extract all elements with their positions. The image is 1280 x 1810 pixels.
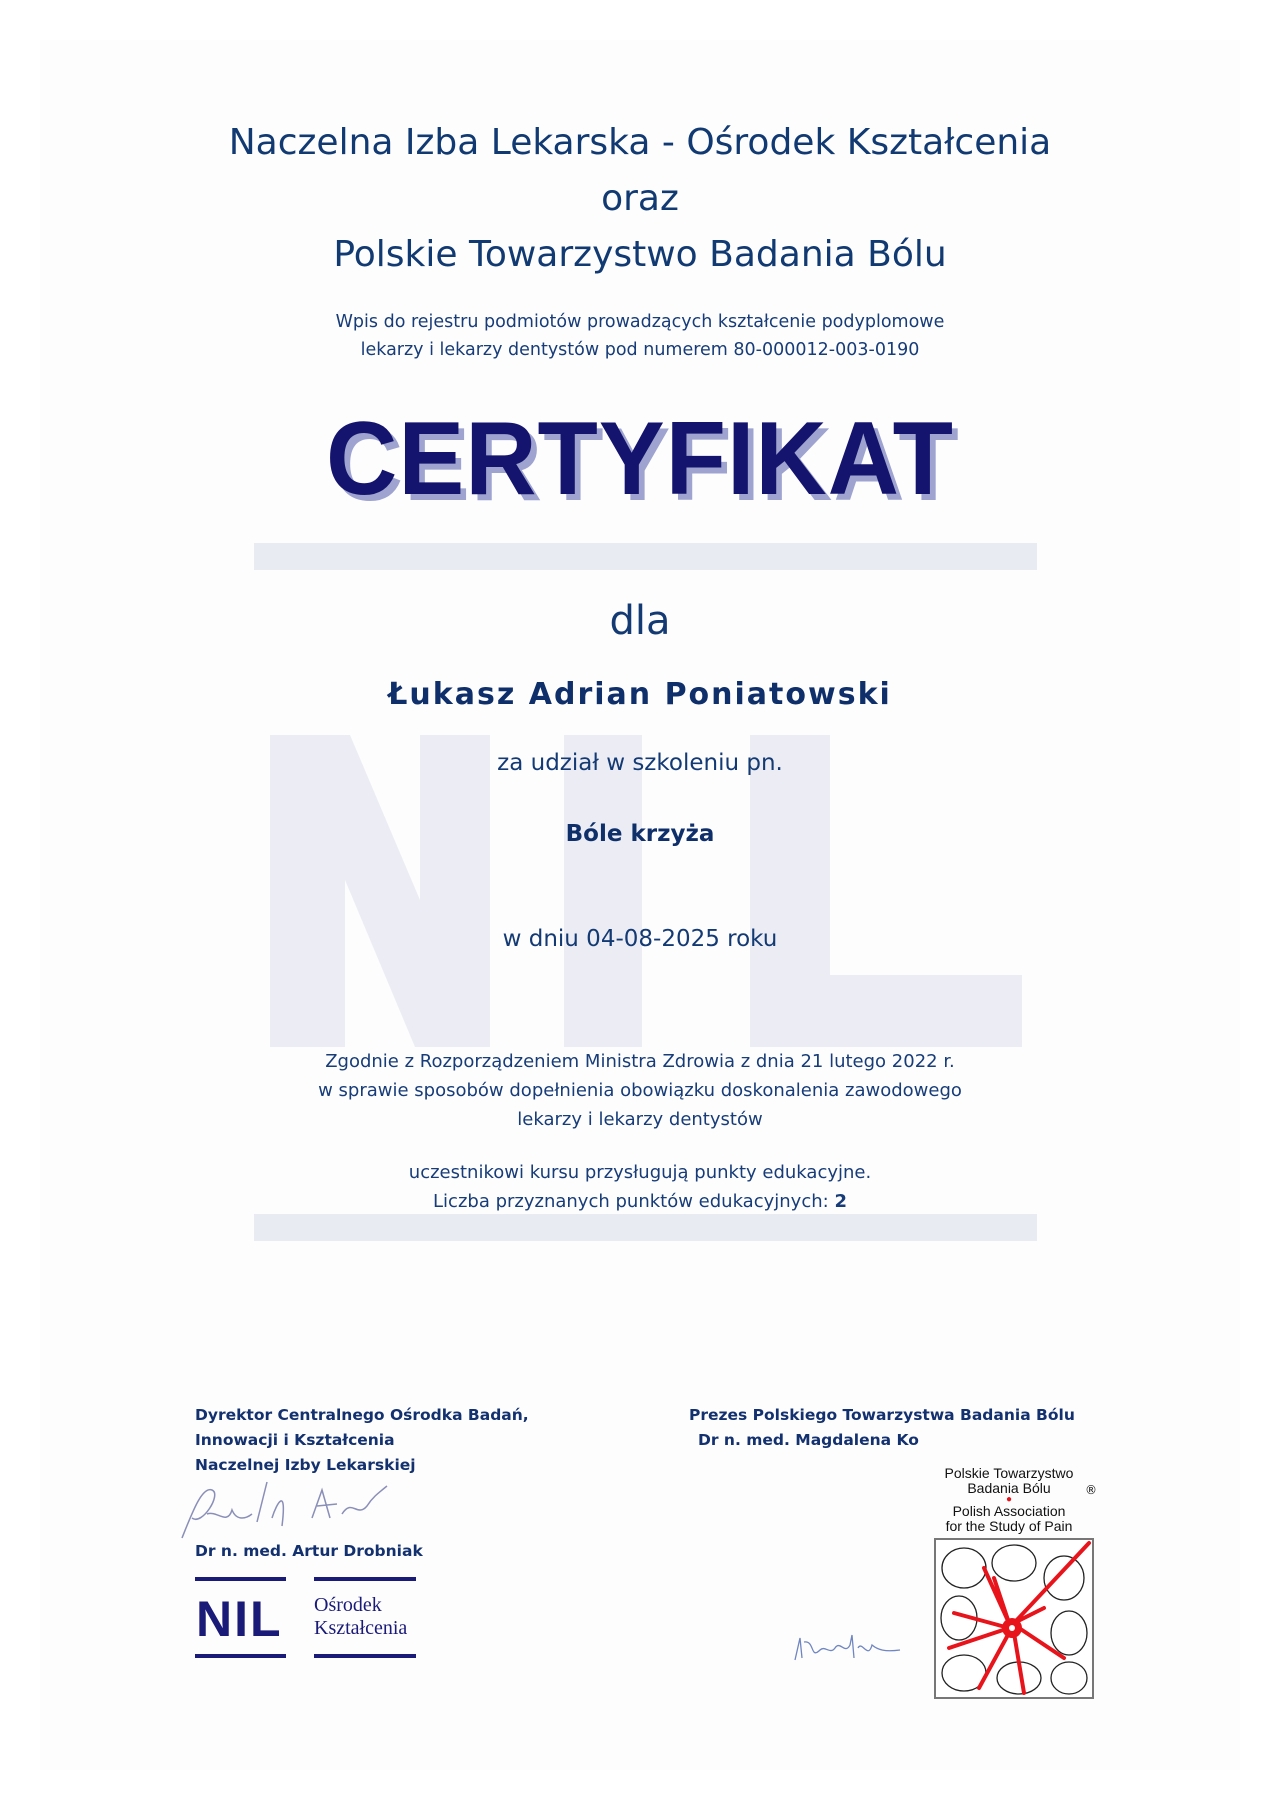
legal-line-2: w sprawie sposobów dopełnienia obowiązku doskonalenia zawodowego	[318, 1080, 962, 1101]
points-line: uczestnikowi kursu przysługują punkty edukacyjne.	[408, 1162, 872, 1183]
nil-logo-text	[314, 1594, 407, 1640]
divider-band-bottom	[254, 1214, 1037, 1241]
date-line: w dniu 04-08-2025 roku	[502, 926, 778, 952]
issuer-line-1: Naczelna Izba Lekarska - Ośrodek Kształcenia	[228, 122, 1052, 163]
points-count-line	[0, 1191, 1280, 1212]
left-signer-role-1: Dyrektor Centralnego Ośrodka Badań,	[195, 1406, 529, 1424]
logo-text-line: Kształcenia	[314, 1617, 408, 1639]
divider-band-top	[254, 543, 1037, 570]
for-label: dla	[609, 598, 671, 644]
logo-text-line: Ośrodek	[314, 1594, 382, 1616]
ptbb-logo-line: Polish Association	[952, 1503, 1066, 1519]
left-signature	[172, 1478, 422, 1540]
recipient-name: Łukasz Adrian Poniatowski	[388, 677, 892, 712]
registry-line-1: Wpis do rejestru podmiotów prowadzących kształcenie podyplomowe	[335, 312, 945, 332]
watermark-letter-n	[270, 735, 490, 1047]
left-signer-name: Dr n. med. Artur Drobniak	[195, 1542, 423, 1560]
legal-line-3: lekarzy i lekarzy dentystów	[517, 1109, 763, 1130]
right-signer-name: Dr n. med. Magdalena Ko	[698, 1431, 919, 1449]
right-signer-role: Prezes Polskiego Towarzystwa Badania Bólu	[689, 1406, 1075, 1424]
ptbb-logo-text	[934, 1466, 1084, 1534]
course-name: Bóle krzyża	[565, 821, 715, 847]
logo-rule	[195, 1654, 286, 1658]
issuer-line-2: oraz	[601, 178, 679, 219]
ptbb-logo-line: for the Study of Pain	[945, 1518, 1073, 1534]
watermark-letter-i	[564, 735, 642, 1047]
participation-text: za udział w szkoleniu pn.	[497, 750, 783, 776]
right-signature	[790, 1630, 905, 1670]
certificate-title: CERTYFIKAT	[326, 401, 954, 517]
red-dot: ●	[1005, 1494, 1013, 1505]
ptbb-logo-line: Badania Bólu	[967, 1480, 1051, 1496]
left-signer-role-3: Naczelnej Izby Lekarskiej	[195, 1456, 416, 1474]
points-label: Liczba przyznanych punktów edukacyjnych:	[433, 1191, 829, 1212]
nil-logo-mark: NIL	[196, 1591, 283, 1647]
watermark-letter-l	[750, 735, 1022, 1047]
logo-rule	[314, 1654, 416, 1658]
left-signer-role-2: Innowacji i Kształcenia	[195, 1431, 395, 1449]
issuer-line-3: Polskie Towarzystwo Badania Bólu	[333, 234, 947, 275]
logo-rule	[195, 1577, 286, 1581]
ptbb-neuron-logo	[934, 1538, 1094, 1699]
registered-mark: ®	[1085, 1483, 1097, 1497]
logo-rule	[314, 1577, 416, 1581]
registry-line-2: lekarzy i lekarzy dentystów pod numerem 80-000012-003-0190	[360, 340, 920, 360]
ptbb-logo-line: Polskie Towarzystwo	[944, 1465, 1074, 1481]
points-value: 2	[834, 1191, 847, 1212]
legal-line-1: Zgodnie z Rozporządzeniem Ministra Zdrowia z dnia 21 lutego 2022 r.	[325, 1051, 955, 1072]
